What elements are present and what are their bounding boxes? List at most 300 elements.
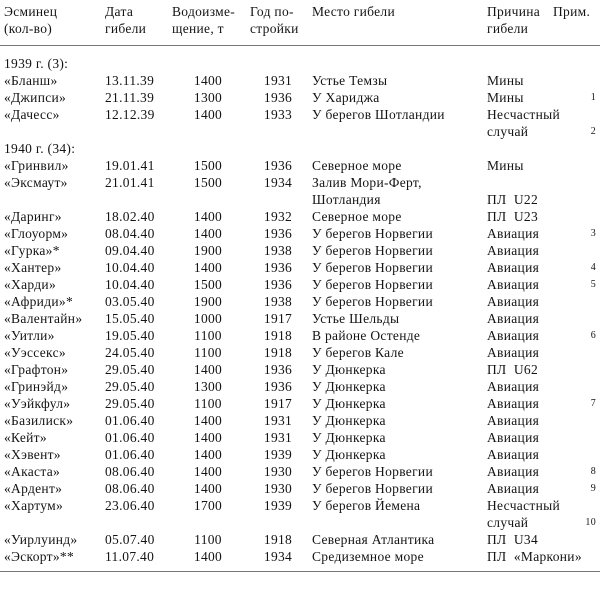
note-cell [572,242,600,259]
displacement-cell-line: 1100 [194,328,222,343]
note-cell-line: 8 [590,466,596,477]
ship-name-cell [0,378,103,395]
table-row [0,208,600,225]
table-row [0,378,600,395]
date-cell [103,72,170,89]
cause-cell [485,463,572,480]
cause-cell-line: Авиация [487,345,540,360]
date-cell-line: 12.12.39 [105,107,155,122]
place-cell [310,106,485,140]
year-cell [246,429,310,446]
table-row [0,446,600,463]
date-cell-line: 21.11.39 [105,90,155,105]
displacement-cell [170,259,246,276]
place-cell-line: Средиземное море [312,549,424,564]
place-cell [310,89,485,106]
note-cell-line: 3 [590,228,596,239]
year-cell-line: 1931 [263,73,293,88]
cause-cell-line: Авиация [487,243,540,258]
ship-name-cell [0,480,103,497]
ship-name-cell-line: «Даринг» [4,209,62,224]
table-row [0,344,600,361]
date-cell [103,310,170,327]
place-cell [310,395,485,412]
ship-name-cell-line: «Бланш» [4,73,58,88]
displacement-cell-line: 1400 [193,430,223,445]
ship-name-cell [0,531,103,548]
ship-name-cell-line: «Дачесс» [4,107,60,122]
year-cell [246,225,310,242]
year-cell [246,463,310,480]
ship-name-cell-line: «Уэссекс» [4,345,66,360]
note-cell [572,89,600,106]
cause-cell [485,106,572,140]
cause-cell [485,480,572,497]
displacement-cell-line: 1100 [194,345,222,360]
year-cell-line: 1936 [263,362,293,377]
displacement-cell [170,327,246,344]
place-cell [310,463,485,480]
year-cell-line: 1936 [263,226,293,241]
ship-name-cell-line: «Эскорт»** [4,549,74,564]
ship-name-cell [0,548,103,565]
place-cell-line: У Дюнкерка [312,396,386,411]
cause-cell [485,225,572,242]
place-cell-line: У Дюнкерка [312,447,386,462]
displacement-cell-line: 1500 [193,277,223,292]
cause-cell-line: Авиация [487,396,540,411]
header-year [246,3,310,37]
displacement-cell-line: 1300 [193,379,223,394]
cause-cell-line: ПЛ «Маркони» [487,549,582,564]
place-cell [310,276,485,293]
place-cell [310,327,485,344]
table-row [0,463,600,480]
place-cell [310,293,485,310]
cause-cell-line: Несчастный [487,498,560,513]
displacement-cell-line: 1900 [193,243,223,258]
ship-name-cell-line: «Валентайн» [4,311,83,326]
table-row [0,480,600,497]
year-cell [246,344,310,361]
ship-name-cell [0,157,103,174]
date-cell-line: 29.05.40 [105,379,155,394]
displacement-cell [170,429,246,446]
table-row [0,106,600,140]
note-cell [572,327,600,344]
place-cell-line: У берегов Норвегии [312,243,433,258]
displacement-cell-line: 1000 [193,311,223,326]
place-cell [310,446,485,463]
place-cell [310,225,485,242]
place-cell [310,174,485,208]
cause-cell [485,72,572,89]
year-cell [246,208,310,225]
ship-name-cell [0,327,103,344]
date-cell-line: 05.07.40 [105,532,155,547]
year-cell-line: 1917 [263,311,293,326]
date-cell-line: 18.02.40 [105,209,155,224]
year-cell-line: 1932 [263,209,293,224]
year-cell-line: 1917 [263,396,293,411]
place-cell-line: У берегов Норвегии [312,464,433,479]
displacement-cell [170,242,246,259]
year-cell-line: 1918 [263,328,293,343]
displacement-cell-line: 1500 [193,158,223,173]
displacement-cell-line: 1400 [193,260,223,275]
date-cell [103,412,170,429]
year-cell-line: 1936 [263,379,293,394]
note-cell-line [572,429,596,446]
displacement-cell [170,174,246,208]
note-cell-line: 2 [590,126,596,137]
year-cell-line: 1939 [263,498,293,513]
date-cell [103,242,170,259]
ship-name-cell [0,463,103,480]
displacement-cell-line: 1400 [193,209,223,224]
note-cell [572,157,600,174]
displacement-cell-line: 1100 [194,532,222,547]
date-cell [103,174,170,208]
cause-cell [485,429,572,446]
cause-cell-line: Авиация [487,379,540,394]
note-cell [572,463,600,480]
cause-cell-line: Авиация [487,311,540,326]
cause-cell-line: Авиация [487,481,540,496]
place-cell [310,548,485,565]
header-ship [0,3,103,37]
ship-name-cell-line: «Ардент» [4,481,63,496]
date-cell-line: 01.06.40 [105,447,155,462]
displacement-cell [170,72,246,89]
date-cell-line: 13.11.39 [105,73,155,88]
displacement-cell [170,361,246,378]
header-cause-line2: гибели [487,21,529,36]
cause-cell-line [487,174,572,191]
note-cell [572,480,600,497]
cause-cell [485,89,572,106]
cause-cell [485,242,572,259]
header-displacement [170,3,246,37]
displacement-cell-line: 1400 [193,464,223,479]
displacement-cell [170,106,246,140]
note-cell-line: 1 [590,92,596,103]
place-cell-line: У Хариджа [312,90,380,105]
note-cell [572,276,600,293]
note-cell-line [572,531,596,548]
header-date-line2: гибели [105,21,147,36]
note-cell [572,531,600,548]
header-place [310,3,485,37]
note-cell-line: 4 [590,262,596,273]
ship-name-cell [0,174,103,208]
date-cell-line: 24.05.40 [105,345,155,360]
date-cell [103,361,170,378]
bottom-rule [0,571,600,572]
place-cell-line: У берегов Норвегии [312,226,433,241]
ship-name-cell [0,446,103,463]
date-cell [103,429,170,446]
ship-name-cell-line: «Хартум» [4,498,64,513]
header-date [103,3,170,37]
header-note-line1: Прим. [553,4,591,19]
place-cell-line: У берегов Йемена [312,498,421,513]
place-cell [310,378,485,395]
year-cell-line: 1936 [263,90,293,105]
displacement-cell [170,208,246,225]
table-row [0,225,600,242]
displacement-cell [170,463,246,480]
displacement-cell [170,395,246,412]
displacement-cell [170,548,246,565]
date-cell-line: 29.05.40 [105,362,155,377]
displacement-cell-line: 1400 [193,447,223,462]
cause-cell-line: Авиация [487,328,540,343]
date-cell-line: 15.05.40 [105,311,155,326]
date-cell-line: 01.06.40 [105,430,155,445]
note-cell-line: 9 [590,483,596,494]
cause-cell [485,548,582,565]
date-cell [103,480,170,497]
ship-name-cell-line: «Джипси» [4,90,67,105]
cause-cell-line: ПЛ U34 [487,532,539,547]
displacement-cell [170,531,246,548]
note-cell-line [572,548,596,565]
cause-cell-line: ПЛ U62 [487,362,539,377]
table-row [0,157,600,174]
cause-cell-line: ПЛ U23 [487,209,539,224]
date-cell-line: 08.06.40 [105,464,155,479]
cause-cell [485,395,572,412]
place-cell-line: У берегов Норвегии [312,294,433,309]
header-rule [0,45,600,46]
date-cell [103,276,170,293]
ship-name-cell [0,429,103,446]
note-cell [572,106,600,140]
cause-cell-line: Авиация [487,464,540,479]
ship-name-cell [0,361,103,378]
place-cell-line: Северное море [312,158,402,173]
note-cell-line [572,446,596,463]
year-cell-line: 1930 [263,481,293,496]
year-cell [246,157,310,174]
displacement-cell-line: 1400 [193,73,223,88]
header-cause [485,3,553,37]
place-cell [310,72,485,89]
date-cell [103,208,170,225]
table-row [0,395,600,412]
place-cell-line: У берегов Кале [312,345,404,360]
note-cell [572,174,600,208]
place-cell-line: Северная Атлантика [312,532,435,547]
place-cell [310,497,485,531]
ship-name-cell [0,106,103,140]
year-cell [246,106,310,140]
note-cell-line [572,106,596,123]
note-cell [572,378,600,395]
year-cell [246,395,310,412]
displacement-cell [170,378,246,395]
cause-cell [485,174,572,208]
year-cell [246,531,310,548]
date-cell-line: 10.04.40 [105,260,155,275]
place-cell-line: Шотландия [312,192,381,207]
place-cell-line: У берегов Норвегии [312,260,433,275]
year-cell [246,310,310,327]
year-cell-line: 1934 [263,549,293,564]
date-cell [103,446,170,463]
cause-cell-line: Несчастный [487,107,560,122]
place-cell [310,531,485,548]
place-cell [310,208,485,225]
note-cell-line [572,242,596,259]
year-cell-line: 1939 [263,447,293,462]
table-row [0,72,600,89]
table-row [0,293,600,310]
date-cell [103,106,170,140]
displacement-cell [170,412,246,429]
header-note [553,3,600,37]
table-row [0,259,600,276]
displacement-cell-line: 1100 [194,396,222,411]
displacement-cell-line: 1400 [193,481,223,496]
displacement-cell [170,89,246,106]
note-cell-line: 5 [590,279,596,290]
header-displacement-line1: Водоизме- [172,4,236,19]
ship-name-cell-line: «Акаста» [4,464,61,479]
cause-cell-line: случай [487,124,529,139]
ship-name-cell [0,242,103,259]
ship-name-cell [0,395,103,412]
place-cell [310,310,485,327]
displacement-cell [170,497,246,531]
cause-cell-line: Авиация [487,260,540,275]
note-cell-line [572,344,596,361]
ship-name-cell [0,276,103,293]
cause-cell [485,157,572,174]
place-cell [310,344,485,361]
ship-name-cell-line: «Африди»* [4,294,74,309]
table-row [0,412,600,429]
place-cell-line: У Дюнкерка [312,413,386,428]
note-cell-line [572,361,596,378]
note-cell-line [572,208,596,225]
place-cell-line: Устье Шельды [312,311,400,326]
note-cell [572,497,600,531]
place-cell [310,242,485,259]
ship-name-cell-line: «Базилиск» [4,413,74,428]
ship-name-cell-line: «Графтон» [4,362,69,377]
place-cell [310,259,485,276]
date-cell [103,395,170,412]
cause-cell [485,412,572,429]
place-cell [310,157,485,174]
year-cell [246,361,310,378]
cause-cell [485,327,572,344]
header-cause-line1: Причина [487,4,541,19]
cause-cell-line: ПЛ U22 [487,192,539,207]
date-cell-line: 10.04.40 [105,277,155,292]
place-cell [310,412,485,429]
ship-name-cell [0,89,103,106]
note-cell-line [572,412,596,429]
date-cell [103,378,170,395]
year-cell [246,548,310,565]
ship-name-cell-line: «Кейт» [4,430,47,445]
cause-cell [485,310,572,327]
cause-cell [485,497,572,531]
header-date-line1: Дата [105,4,134,19]
note-cell [572,225,600,242]
date-cell-line: 29.05.40 [105,396,155,411]
cause-cell-line: Авиация [487,294,540,309]
note-cell [572,344,600,361]
cause-cell [485,344,572,361]
note-cell-line [572,497,596,514]
note-cell [572,259,600,276]
place-cell-line: У Дюнкерка [312,362,386,377]
note-cell-line [572,378,596,395]
year-cell [246,242,310,259]
date-cell [103,293,170,310]
date-cell-line: 09.04.40 [105,243,155,258]
note-cell [572,412,600,429]
cause-cell [485,531,572,548]
displacement-cell [170,310,246,327]
date-cell [103,89,170,106]
date-cell [103,344,170,361]
place-cell-line: У Дюнкерка [312,430,386,445]
note-cell-line [572,310,596,327]
place-cell-line: Залив Мори-Ферт, [312,175,422,190]
displacement-cell-line: 1400 [193,362,223,377]
place-cell [310,480,485,497]
ship-name-cell-line: «Гринвил» [4,158,69,173]
displacement-cell-line: 1400 [193,549,223,564]
date-cell [103,259,170,276]
ship-name-cell-line: «Хантер» [4,260,62,275]
displacement-cell [170,225,246,242]
date-cell-line: 03.05.40 [105,294,155,309]
ship-name-cell [0,293,103,310]
header-displacement-line2: щение, т [172,21,224,36]
cause-cell [485,361,572,378]
displacement-cell-line: 1700 [193,498,223,513]
displacement-cell-line: 1300 [193,90,223,105]
place-cell-line: У берегов Норвегии [312,277,433,292]
place-cell-line: В районе Остенде [312,328,421,343]
table-header [0,3,600,37]
note-cell [572,310,600,327]
ship-name-cell [0,259,103,276]
cause-cell-line: Мины [487,158,524,173]
year-cell-line: 1938 [263,294,293,309]
displacement-cell-line: 1400 [193,413,223,428]
place-cell [310,429,485,446]
section-label: 1939 г. (3): [4,56,69,71]
header-place-line1: Место гибели [312,4,395,19]
note-cell [572,208,600,225]
year-cell [246,89,310,106]
ship-name-cell-line: «Уитли» [4,328,55,343]
note-cell [572,429,600,446]
note-cell [572,446,600,463]
ship-name-cell [0,412,103,429]
year-cell-line: 1918 [263,345,293,360]
displacement-cell [170,446,246,463]
year-cell [246,480,310,497]
cause-cell-line: Авиация [487,430,540,445]
